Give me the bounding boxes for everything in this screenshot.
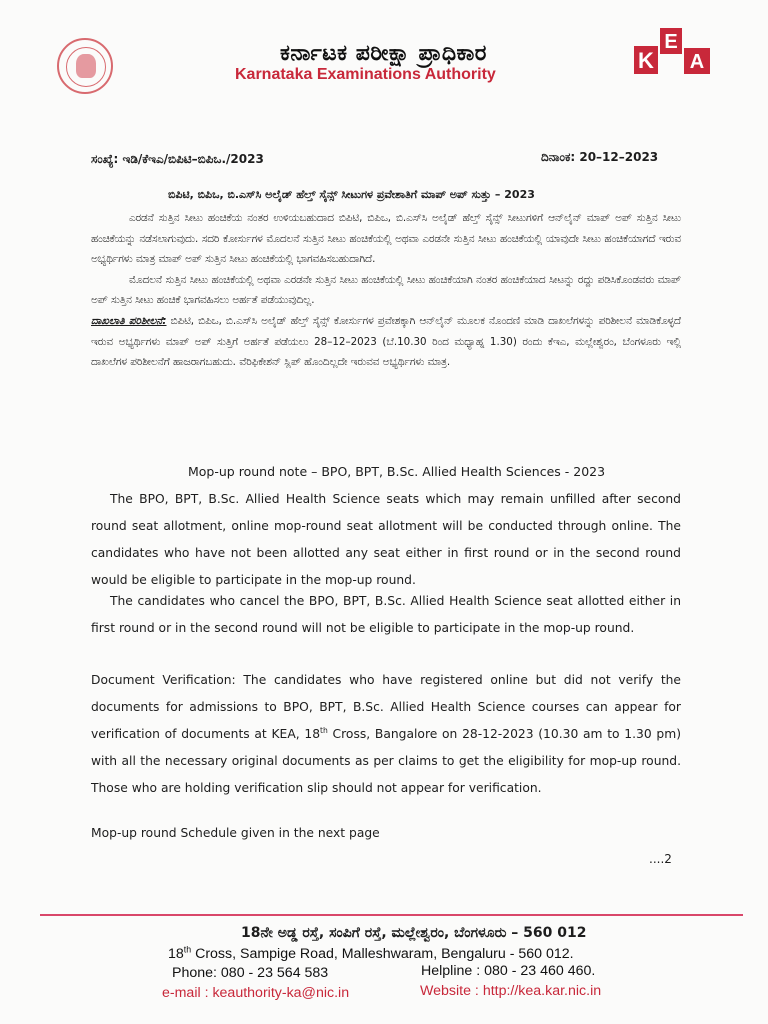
footer-address-english: 18th Cross, Sampige Road, Malleshwaram, Bengaluru - 560 012. [168, 944, 574, 962]
kannada-notice-title: ಬಿಪಿಟಿ, ಬಿಪಿಒ, ಬಿ.ಎಸ್‌ಸಿ ಅಲೈಡ್ ಹೆಲ್ತ್ ಸೈನ್ಸ್ ಸೀಟುಗಳ ಪ್ರವೇಶಾತಿಗೆ ಮಾಪ್ ಅಪ್ ಸುತ್ತು – 2023 [168, 188, 535, 201]
kea-logo-letter-a: A [689, 51, 705, 73]
footer-website: Website : http://kea.kar.nic.in [420, 983, 602, 999]
footer-address-kannada: 18ನೇ ಅಡ್ಡ ರಸ್ತೆ, ಸಂಪಿಗೆ ರಸ್ತೆ, ಮಲ್ಲೇಶ್ವರಂ, ಬೆಂಗಳೂರು – 560 012 [241, 925, 587, 941]
english-paragraph-3: Document Verification: The candidates who have registered online but did not verify the documents for admissions to BPO, BPT, B.Sc. Allied Health Science courses can appear for verification of documents at KEA, 18th Cross, Bangalore on 28-12-2023 (10.30 am to 1.30 pm) with all the necessary original documents as per claims to get the eligibility for mop-up round. Those who are holding verification slip should not appear for verification. [91, 673, 681, 795]
footer-email: e-mail : keauthority-ka@nic.in [162, 985, 350, 1001]
kannada-paragraph-1: ಎರಡನೆ ಸುತ್ತಿನ ಸೀಟು ಹಂಚಿಕೆಯ ನಂತರ ಉಳಿಯಬಹುದಾದ ಬಿಪಿಟಿ, ಬಿಪಿಒ, ಬಿ.ಎಸ್‌ಸಿ ಅಲೈಡ್ ಹೆಲ್ತ್ ಸೈನ್ಸ್ ಸೀಟುಗಳಿಗೆ ಆನ್‌ಲೈನ್ ಮಾಪ್ ಅಪ್ ಸುತ್ತಿನ ಸೀಟು ಹಂಚಿಕೆಯನ್ನು ನಡೆಸಲಾಗುವುದು. ಸದರಿ ಕೋರ್ಸುಗಳ ಮೊದಲನೆ ಸುತ್ತಿನ ಸೀಟು ಹಂಚಿಕೆಯಲ್ಲಿ ಅಥವಾ ಎರಡನೇ ಸುತ್ತಿನ ಸೀಟು ಹಂಚಿಕೆಯಲ್ಲಿ ಯಾವುದೇ ಸೀಟು ಹಂಚಿಕೆಯಾಗದೆ ಇರುವ ಅಭ್ಯರ್ಥಿಗಳು ಮಾತ್ರ ಮಾಪ್ ಅಪ್ ಸುತ್ತಿನ ಸೀಟು ಹಂಚಿಕೆಯಲ್ಲಿ ಭಾಗವಹಿಸಬಹುದಾಗಿದೆ. [91, 212, 681, 266]
kea-seal-logo [57, 38, 113, 94]
header-title-kannada: ಕರ್ನಾಟಕ ಪರೀಕ್ಷಾ ಪ್ರಾಧಿಕಾರ [280, 41, 487, 66]
kea-logo-letter-k: K [638, 48, 654, 73]
footer-divider [40, 914, 743, 916]
next-page-note: Mop-up round Schedule given in the next page [91, 826, 380, 840]
footer-phone: Phone: 080 - 23 564 583 [172, 965, 329, 981]
footer-helpline: Helpline : 080 - 23 460 460. [421, 963, 596, 979]
english-paragraph-1-block [91, 486, 681, 594]
header-title-english: Karnataka Examinations Authority [235, 66, 496, 83]
kea-logo [628, 26, 712, 76]
english-paragraph-1: The BPO, BPT, B.Sc. Allied Health Science seats which may remain unfilled after second round seat allotment, online mop-round seat allotment will be conducted through online. The candidates who have not been allotted any seat either in first round or in the second round would be eligible to participate in the mop-up round. [91, 492, 681, 587]
kea-logo-letter-e: E [664, 31, 678, 53]
english-paragraph-2: The candidates who cancel the BPO, BPT, B.Sc. Allied Health Science seat allotted either in first round or in the second round will not be eligible to participate in the mop-up round. [91, 594, 681, 635]
reference-number: ಸಂಖ್ಯೆ: ಇಡಿ/ಕೆಇಎ/ಬಿಪಿಟಿ–ಬಿಪಿಒ./2023 [91, 152, 264, 166]
english-notice-title: Mop-up round note – BPO, BPT, B.Sc. Allied Health Sciences - 2023 [188, 464, 606, 479]
english-paragraph-2-block [91, 588, 681, 642]
english-paragraph-3-block [91, 667, 681, 802]
notice-date: ದಿನಾಂಕ: 20–12–2023 [541, 150, 659, 164]
page-continuation-marker: ....2 [649, 852, 672, 866]
kannada-notice-body [91, 208, 681, 373]
kannada-paragraph-2: ಮೊದಲನೆ ಸುತ್ತಿನ ಸೀಟು ಹಂಚಿಕೆಯಲ್ಲಿ ಅಥವಾ ಎರಡನೇ ಸುತ್ತಿನ ಸೀಟು ಹಂಚಿಕೆಯಲ್ಲಿ ಸೀಟು ಹಂಚಿಕೆಯಾಗಿ ನಂತರ ಹಂಚಿಕೆಯಾದ ಸೀಟನ್ನು ರದ್ದು ಪಡಿಸಿಕೊಂಡವರು ಮಾಪ್ ಅಪ್ ಸುತ್ತಿನ ಸೀಟು ಹಂಚಿಕೆ ಭಾಗವಹಿಸಲು ಅರ್ಹತೆ ಪಡೆಯುವುದಿಲ್ಲ. [91, 273, 681, 307]
document-verification-label-kannada: ದಾಖಲಾತಿ ಪರಿಶೀಲನೆ: [91, 314, 167, 327]
kannada-paragraph-3: ದಾಖಲಾತಿ ಪರಿಶೀಲನೆ: ಬಿಪಿಟಿ, ಬಿಪಿಒ, ಬಿ.ಎಸ್‌ಸಿ ಅಲೈಡ್ ಹೆಲ್ತ್ ಸೈನ್ಸ್ ಕೋರ್ಸುಗಳ ಪ್ರವೇಶಕ್ಕಾಗಿ ಆನ್‌ಲೈನ್ ಮೂಲಕ ನೊಂದಣಿ ಮಾಡಿ ದಾಖಲೆಗಳನ್ನು ಪರಿಶೀಲನೆ ಮಾಡಿಕೊಳ್ಳದೆ ಇರುವ ಅಭ್ಯರ್ಥಿಗಳು ಮಾಪ್ ಅಪ್ ಸುತ್ತಿಗೆ ಅರ್ಹತೆ ಪಡೆಯಲು 28–12–2023 (ಬೆ.10.30 ರಿಂದ ಮಧ್ಯಾಹ್ನ 1.30) ರಂದು ಕೆಇಎ, ಮಲ್ಲೇಶ್ವರಂ, ಬೆಂಗಳೂರು ಇಲ್ಲಿ ದಾಖಲೆಗಳ ಪರಿಶೀಲನೆಗೆ ಹಾಜರಾಗಬಹುದು. ವೆರಿಫಿಕೇಶನ್ ಸ್ಲಿಪ್ ಹೊಂದಿಲ್ಲದೇ ಇರುವವ ಅಭ್ಯರ್ಥಿಗಳು ಮಾತ್ರ. [91, 314, 681, 369]
